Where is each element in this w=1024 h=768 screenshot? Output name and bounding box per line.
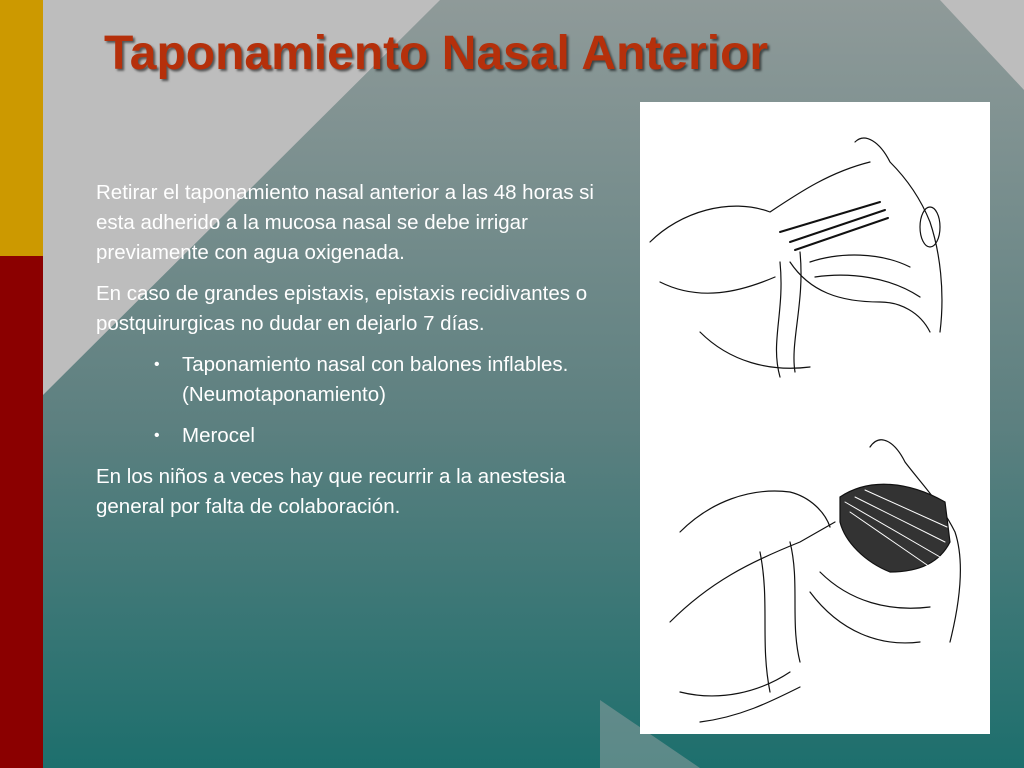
lower-sketch-line (680, 672, 800, 722)
bullet-text: Merocel (182, 424, 255, 447)
upper-sketch-line (650, 162, 870, 242)
paragraph-closing: En los niños a veces hay que recurrir a la anestesia general por falta de colaboración. (96, 465, 566, 518)
bullet-dot: • (154, 427, 160, 444)
accent-bar-gold (0, 0, 43, 256)
lower-sketch-line (810, 572, 930, 643)
lower-sketch-line (670, 522, 835, 622)
lower-sketch-line (760, 542, 800, 692)
paragraph-2: En caso de grandes epistaxis, epistaxis recidivantes o postquirurgicas no dudar en dejarlo 7 días. (96, 282, 588, 335)
bullet-item (154, 421, 616, 451)
bullet-dot: • (154, 356, 160, 373)
slide-body (96, 178, 616, 533)
accent-bar-red (0, 256, 43, 768)
upper-sketch-line (790, 262, 930, 332)
anatomical-illustration (640, 102, 990, 734)
bullet-text: Taponamiento nasal con balones inflables. (Neumotaponamiento) (182, 353, 569, 406)
upper-sketch-line (810, 255, 920, 297)
slide-title: Taponamiento Nasal Anterior (104, 27, 769, 80)
nasal-packing-drawing (640, 102, 990, 734)
upper-sketch-line (855, 138, 942, 332)
paragraph-1: Retirar el taponamiento nasal anterior a las 48 horas si esta adherido a la mucosa nasal se debe irrigar previamente con agua oxigenada. (96, 181, 594, 264)
bullet-item (154, 350, 616, 410)
lower-sketch-line (680, 491, 830, 532)
upper-sketch-line (660, 277, 810, 368)
upper-sketch-oval (920, 207, 940, 247)
upper-packing-strands (780, 202, 888, 250)
bullet-list (96, 350, 616, 451)
